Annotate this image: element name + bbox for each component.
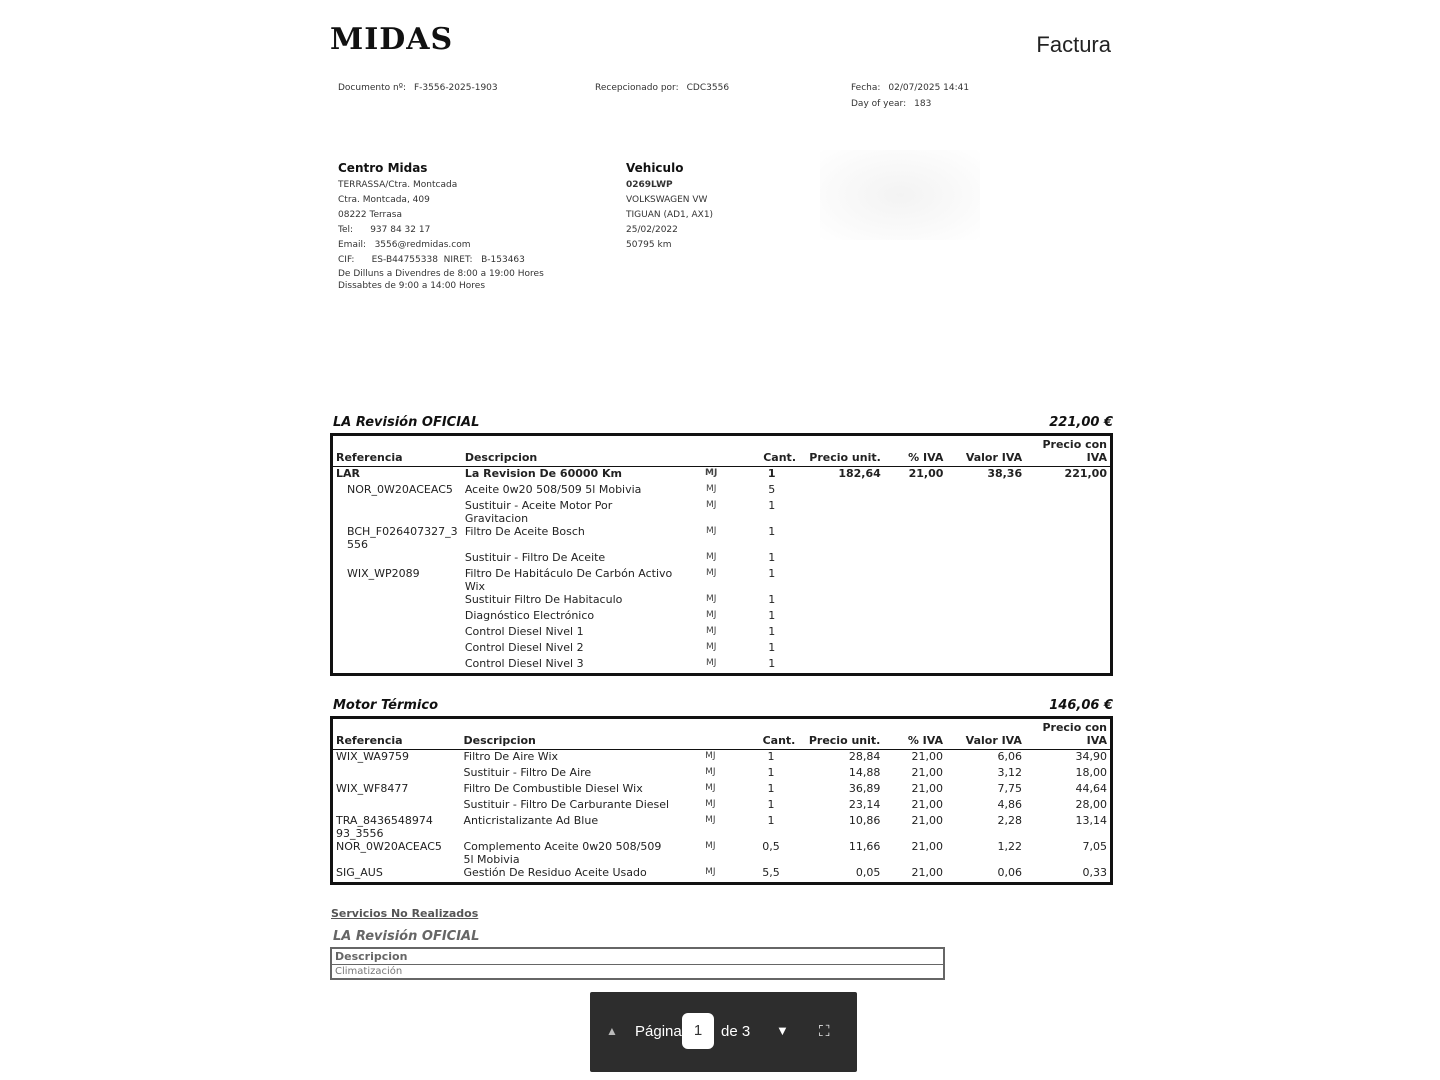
day-label: Day of year: (851, 99, 907, 109)
cell-valor-iva (946, 625, 1025, 641)
table-row (332, 625, 1112, 641)
section1-title: LA Revisión OFICIAL (333, 415, 480, 430)
cell-valor-iva (946, 551, 1025, 567)
recepcionado-label: Recepcionado por: (595, 83, 679, 93)
cell-cant: 1 (768, 551, 776, 564)
cell-precio-unit (799, 625, 884, 641)
cell-referencia: WIX_WP2089 (347, 567, 420, 580)
centro-block (338, 160, 544, 292)
page-label: Página (635, 1023, 682, 1040)
centro-line: Tel: 937 84 32 17 (338, 225, 431, 235)
cell-valor-iva: 1,22 (997, 840, 1022, 853)
cell-valor-iva: 2,28 (997, 814, 1022, 827)
col-precio: Precio unit. (799, 435, 884, 467)
table-row (332, 483, 1112, 499)
section1-header (333, 415, 1113, 430)
section1-amount: 221,00 € (1049, 415, 1113, 430)
cell-referencia: LAR (336, 467, 360, 480)
vehiculo-title: Vehiculo (626, 161, 684, 175)
cell-descripcion: Sustituir - Filtro De Carburante Diesel (463, 798, 670, 811)
col-referencia: Referencia (332, 435, 462, 467)
cell-precio-con-iva (1025, 593, 1111, 609)
fecha-label: Fecha: (851, 83, 881, 93)
col-iva: % IVA (883, 718, 946, 750)
cell-iva (884, 551, 947, 567)
cell-iva (884, 483, 947, 499)
cell-precio-con-iva (1025, 641, 1111, 657)
col-precio: Precio unit. (798, 718, 883, 750)
cell-descripcion: Filtro De Habitáculo De Carbón Activo Wix (464, 567, 673, 593)
cell-precio-unit: 14,88 (848, 766, 881, 779)
cell-referencia: NOR_0W20ACEAC5 (336, 840, 442, 853)
cell-mj: MJ (705, 751, 716, 761)
cell-iva: 21,00 (911, 766, 944, 779)
col-referencia: Referencia (332, 718, 461, 750)
cell-precio-unit: 28,84 (848, 750, 881, 763)
table-row (332, 798, 1112, 814)
page-total: de 3 (721, 1023, 751, 1040)
cell-cant: 1 (767, 782, 775, 795)
cell-precio-con-iva (1025, 499, 1111, 525)
table-header-row (332, 435, 1112, 467)
cell-cant: 1 (767, 798, 775, 811)
cell-precio-con-iva (1025, 567, 1111, 593)
cell-mj: MJ (705, 642, 717, 652)
cell-descripcion: Sustituir - Aceite Motor Por Gravitacion (464, 499, 613, 525)
cell-precio-con-iva: 44,64 (1075, 782, 1107, 795)
cell-descripcion: Control Diesel Nivel 2 (464, 641, 584, 654)
cell-iva: 21,00 (911, 750, 944, 763)
cell-precio-con-iva (1025, 657, 1111, 675)
cell-valor-iva: 4,86 (997, 798, 1022, 811)
cell-referencia: SIG_AUS (336, 866, 383, 879)
col-iva: % IVA (884, 435, 947, 467)
cell-mj: MJ (705, 594, 717, 604)
col-precio-con-iva: Precio con IVA (1025, 718, 1112, 750)
table-row (332, 766, 1112, 782)
table-row (332, 609, 1112, 625)
cell-iva (884, 625, 947, 641)
table-header-row (332, 718, 1112, 750)
servicios-heading: Servicios No Realizados (331, 907, 479, 920)
cell-iva: 21,00 (908, 467, 944, 480)
redacted-area (820, 150, 980, 240)
centro-line: Dissabtes de 9:00 a 14:00 Hores (338, 281, 486, 291)
cell-precio-unit: 182,64 (838, 467, 881, 480)
cell-referencia: WIX_WA9759 (336, 750, 409, 763)
col-mj (677, 718, 744, 750)
centro-title: Centro Midas (338, 161, 428, 175)
cell-referencia (332, 551, 462, 567)
vehiculo-plate: 0269LWP (626, 180, 673, 190)
fecha-value: 02/07/2025 14:41 (888, 83, 970, 93)
centro-line: 08222 Terrasa (338, 210, 402, 220)
cell-descripcion: La Revision De 60000 Km (464, 467, 623, 480)
cell-iva (884, 657, 947, 675)
cell-descripcion: Anticristalizante Ad Blue (463, 814, 599, 827)
cell-precio-unit: 0,05 (855, 866, 881, 879)
cell-precio-con-iva (1025, 625, 1111, 641)
table-row (332, 525, 1112, 551)
cell-descripcion: Sustituir Filtro De Habitaculo (464, 593, 623, 606)
cell-referencia (332, 798, 461, 814)
table-row (332, 750, 1112, 767)
documento-label: Documento nº: (338, 83, 406, 93)
centro-line: De Dilluns a Divendres de 8:00 a 19:00 Hores (338, 269, 544, 279)
cell-precio-con-iva (1025, 609, 1111, 625)
section1-table (330, 433, 1113, 676)
cell-cant: 5,5 (762, 866, 780, 879)
cell-precio-unit (799, 499, 884, 525)
section2-header (333, 698, 1113, 713)
table-row (332, 593, 1112, 609)
cell-cant: 1 (768, 609, 776, 622)
cell-mj: MJ (705, 468, 718, 478)
cell-iva: 21,00 (911, 814, 944, 827)
cell-cant: 1 (768, 657, 776, 670)
midas-logo: MIDAS (330, 22, 454, 57)
vehiculo-line: 25/02/2022 (626, 225, 678, 235)
cell-referencia (332, 766, 461, 782)
cell-mj: MJ (705, 526, 717, 536)
cell-descripcion: Sustituir - Filtro De Aire (463, 766, 592, 779)
cell-referencia: TRA_8436548974 93_3556 (336, 814, 433, 840)
cell-precio-unit (799, 567, 884, 593)
table-row (332, 641, 1112, 657)
cell-cant: 1 (768, 525, 776, 538)
day-value: 183 (914, 99, 932, 109)
cell-mj: MJ (705, 841, 716, 851)
cell-precio-con-iva: 34,90 (1075, 750, 1107, 763)
vehiculo-line: 50795 km (626, 240, 672, 250)
col-cant: Cant. (744, 718, 799, 750)
previous-page-icon[interactable]: ▲ (606, 1024, 618, 1038)
table-row (332, 840, 1112, 866)
cell-precio-con-iva: 0,33 (1082, 866, 1107, 879)
cell-descripcion: Filtro De Aire Wix (463, 750, 559, 763)
cell-precio-con-iva: 221,00 (1064, 467, 1107, 480)
cell-mj: MJ (705, 568, 717, 578)
cell-iva: 21,00 (911, 866, 944, 879)
cell-valor-iva (946, 657, 1025, 675)
cell-precio-unit: 11,66 (848, 840, 881, 853)
table-row (332, 551, 1112, 567)
cell-mj: MJ (705, 799, 716, 809)
cell-valor-iva: 3,12 (997, 766, 1022, 779)
cell-descripcion: Filtro De Combustible Diesel Wix (463, 782, 643, 795)
section2-table (330, 716, 1113, 885)
cell-iva (884, 499, 947, 525)
col-mj (678, 435, 745, 467)
cell-mj: MJ (705, 626, 717, 636)
servicios-col: Descripcion (331, 948, 944, 965)
document-title: Factura (1036, 32, 1111, 57)
cell-descripcion: Control Diesel Nivel 1 (464, 625, 584, 638)
cell-precio-con-iva (1025, 551, 1111, 567)
cell-descripcion: Control Diesel Nivel 3 (464, 657, 584, 670)
cell-precio-con-iva: 18,00 (1075, 766, 1107, 779)
cell-precio-con-iva (1025, 525, 1111, 551)
cell-referencia (332, 499, 462, 525)
cell-valor-iva (946, 593, 1025, 609)
documento-value: F-3556-2025-1903 (413, 83, 498, 93)
cell-cant: 1 (768, 499, 776, 512)
cell-descripcion: Diagnóstico Electrónico (464, 609, 595, 622)
cell-mj: MJ (705, 500, 717, 510)
cell-referencia (332, 593, 462, 609)
cell-cant: 1 (767, 814, 775, 827)
cell-precio-con-iva (1025, 483, 1111, 499)
cell-precio-con-iva: 13,14 (1075, 814, 1107, 827)
cell-mj: MJ (705, 815, 716, 825)
cell-referencia (332, 625, 462, 641)
cell-mj: MJ (705, 610, 717, 620)
cell-mj: MJ (705, 658, 717, 668)
cell-precio-unit (799, 657, 884, 675)
recepcionado (595, 80, 729, 96)
cell-mj: MJ (705, 783, 716, 793)
servicios-title: LA Revisión OFICIAL (333, 929, 480, 944)
fecha-block (851, 80, 969, 112)
cell-referencia: NOR_0W20ACEAC5 (347, 483, 453, 496)
cell-mj: MJ (705, 484, 717, 494)
cell-mj: MJ (705, 552, 717, 562)
cell-valor-iva (946, 641, 1025, 657)
cell-precio-unit (799, 525, 884, 551)
cell-valor-iva: 6,06 (997, 750, 1022, 763)
page-number-input[interactable]: 1 (682, 1013, 714, 1049)
cell-descripcion: Aceite 0w20 508/509 5l Mobivia (464, 483, 642, 496)
cell-iva (884, 567, 947, 593)
cell-iva: 21,00 (911, 782, 944, 795)
centro-line: CIF: ES-B44755338 NIRET: B-153463 (338, 255, 525, 265)
centro-line: TERRASSA/Ctra. Montcada (338, 180, 458, 190)
table-row (332, 814, 1112, 840)
section2-title: Motor Térmico (333, 698, 439, 713)
table-row (332, 866, 1112, 884)
fullscreen-icon[interactable]: ⛶ (819, 1023, 830, 1040)
vehiculo-block (626, 160, 713, 253)
cell-cant: 1 (768, 625, 776, 638)
col-descripcion: Descripcion (462, 435, 678, 467)
next-page-icon[interactable]: ▼ (776, 1023, 789, 1038)
recepcionado-value: CDC3556 (686, 83, 730, 93)
cell-valor-iva (946, 609, 1025, 625)
cell-precio-con-iva: 7,05 (1082, 840, 1107, 853)
cell-cant: 1 (767, 467, 776, 480)
cell-cant: 1 (768, 641, 776, 654)
col-cant: Cant. (745, 435, 800, 467)
centro-line: Ctra. Montcada, 409 (338, 195, 430, 205)
table-row (331, 965, 944, 980)
cell-referencia (332, 641, 462, 657)
vehiculo-line: TIGUAN (AD1, AX1) (626, 210, 714, 220)
cell-iva (884, 609, 947, 625)
cell-precio-unit (799, 593, 884, 609)
cell-iva: 21,00 (911, 840, 944, 853)
section2-amount: 146,06 € (1049, 698, 1113, 713)
table-row (332, 567, 1112, 593)
cell-mj: MJ (705, 867, 716, 877)
table-row (332, 467, 1112, 484)
table-row (332, 657, 1112, 675)
cell-precio-unit: 36,89 (848, 782, 881, 795)
cell-referencia: BCH_F026407327_3 556 (347, 525, 458, 551)
cell-mj: MJ (705, 767, 716, 777)
cell-referencia: WIX_WF8477 (336, 782, 409, 795)
cell-iva (884, 593, 947, 609)
cell-valor-iva (946, 483, 1025, 499)
cell-precio-unit (799, 609, 884, 625)
cell-descripcion: Complemento Aceite 0w20 508/509 5l Mobivia (463, 840, 662, 866)
cell-precio-unit (799, 641, 884, 657)
col-valor-iva: Valor IVA (946, 435, 1025, 467)
cell-valor-iva: 7,75 (997, 782, 1022, 795)
cell-cant: 1 (767, 750, 775, 763)
pdf-viewer-toolbar (590, 992, 857, 1072)
cell-valor-iva: 38,36 (987, 467, 1023, 480)
cell-iva (884, 525, 947, 551)
cell-descripcion: Gestión De Residuo Aceite Usado (463, 866, 647, 879)
table-row (332, 499, 1112, 525)
cell-referencia (332, 657, 462, 675)
cell-valor-iva (946, 499, 1025, 525)
cell-cant: 5 (768, 483, 776, 496)
cell-precio-con-iva: 28,00 (1075, 798, 1107, 811)
cell-iva (884, 641, 947, 657)
documento-number (338, 80, 498, 96)
cell-precio-unit: 10,86 (848, 814, 881, 827)
cell-iva: 21,00 (911, 798, 944, 811)
cell-precio-unit: 23,14 (848, 798, 881, 811)
centro-line: Email: 3556@redmidas.com (338, 240, 471, 250)
cell-cant: 1 (767, 766, 775, 779)
cell-precio-unit (799, 483, 884, 499)
cell-cant: 0,5 (762, 840, 780, 853)
cell-precio-unit (799, 551, 884, 567)
col-valor-iva: Valor IVA (946, 718, 1025, 750)
servicios-table (330, 947, 945, 980)
cell-descripcion: Sustituir - Filtro De Aceite (464, 551, 606, 564)
cell-cant: 1 (768, 567, 776, 580)
vehiculo-line: VOLKSWAGEN VW (626, 195, 708, 205)
cell-valor-iva (946, 567, 1025, 593)
col-descripcion: Descripcion (460, 718, 676, 750)
cell-descripcion: Filtro De Aceite Bosch (464, 525, 585, 538)
cell-cant: 1 (768, 593, 776, 606)
col-precio-con-iva: Precio con IVA (1025, 435, 1111, 467)
cell-referencia (332, 609, 462, 625)
cell-valor-iva: 0,06 (997, 866, 1022, 879)
table-row (332, 782, 1112, 798)
servicio-desc: Climatización (335, 966, 403, 977)
cell-valor-iva (946, 525, 1025, 551)
